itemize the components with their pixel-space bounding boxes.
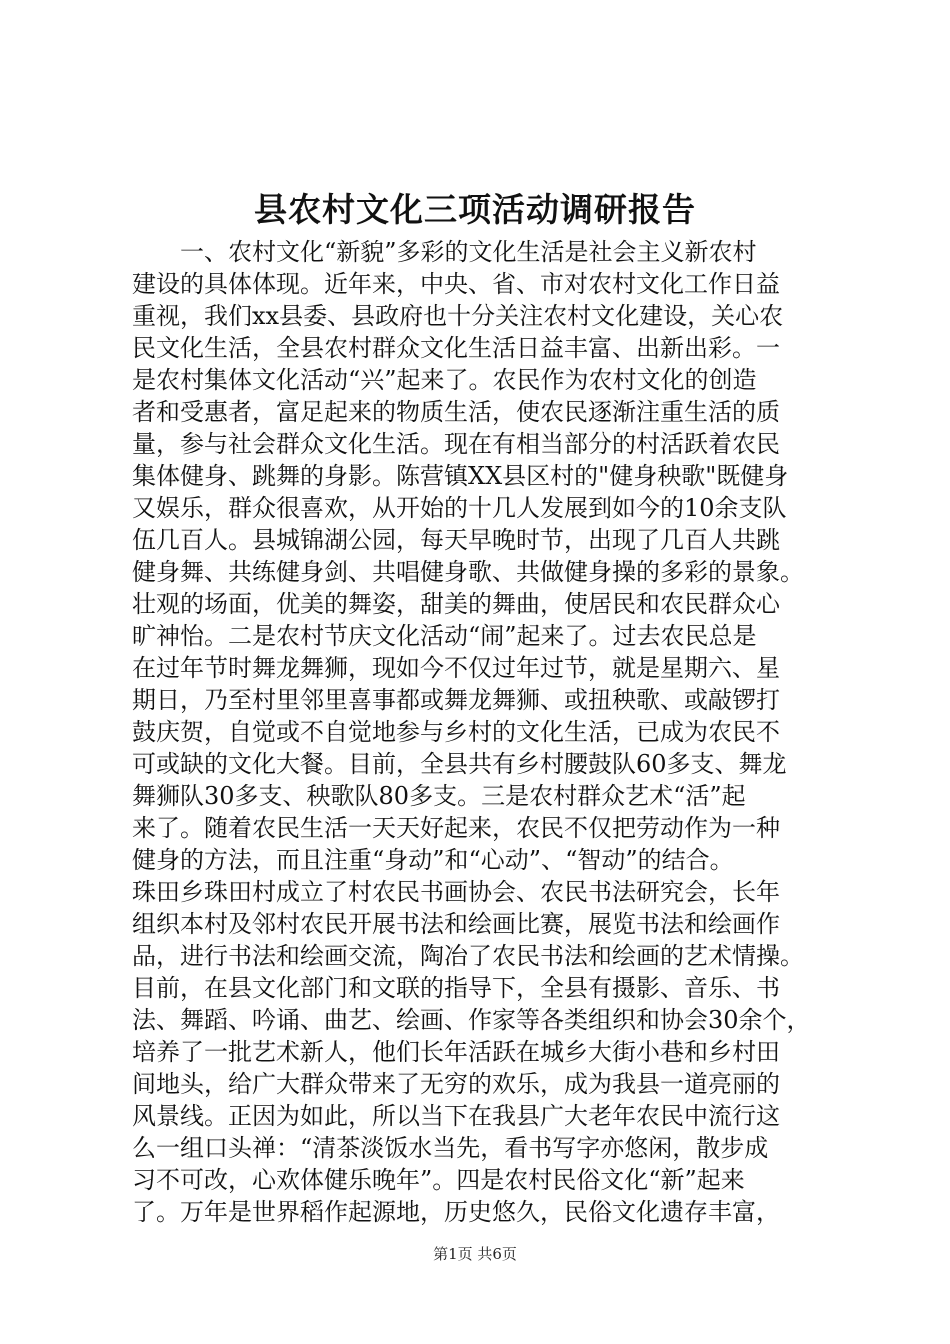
text-line: 风景线。正因为如此，所以当下在我县广大老年农民中流行这 (132, 1102, 780, 1130)
text-line: 品，进行书法和绘画交流，陶冶了农民书法和绘画的艺术情操。 (132, 942, 804, 970)
text-line: 鼓庆贺，自觉或不自觉地参与乡村的文化生活，已成为农民不 (132, 718, 780, 746)
text-line: 健身的方法，而且注重“身动”和“心动”、“智动”的结合。 (132, 846, 734, 874)
document-title: 县农村文化三项活动调研报告 (254, 190, 696, 229)
text-line: 习不可改，心欢体健乐晚年”。四是农村民俗文化“新”起来 (132, 1166, 745, 1194)
text-line: 量，参与社会群众文化生活。现在有相当部分的村活跃着农民 (132, 430, 780, 458)
text-line: 民文化生活，全县农村群众文化生活日益丰富、出新出彩。一 (132, 334, 780, 362)
text-line: 培养了一批艺术新人，他们长年活跃在城乡大街小巷和乡村田 (132, 1038, 780, 1066)
text-line: 间地头，给广大群众带来了无穷的欢乐，成为我县一道亮丽的 (132, 1070, 780, 1098)
text-line: 珠田乡珠田村成立了村农民书画协会、农民书法研究会，长年 (132, 878, 780, 906)
text-line: 健身舞、共练健身剑、共唱健身歌、共做健身操的多彩的景象。 (132, 558, 804, 586)
text-line: 伍几百人。县城锦湖公园，每天早晚时节，出现了几百人共跳 (132, 526, 780, 554)
text-line: 旷神怡。二是农村节庆文化活动“闹”起来了。过去农民总是 (132, 622, 757, 650)
text-line: 来了。随着农民生活一天天好起来，农民不仅把劳动作为一种 (132, 814, 780, 842)
text-line: 了。万年是世界稻作起源地，历史悠久，民俗文化遗存丰富， (132, 1198, 780, 1226)
text-line: 又娱乐，群众很喜欢，从开始的十几人发展到如今的10余支队 (132, 494, 787, 522)
text-line: 么一组口头禅：“清茶淡饭水当先，看书写字亦悠闲，散步成 (132, 1134, 769, 1162)
text-line: 者和受惠者，富足起来的物质生活，使农民逐渐注重生活的质 (132, 398, 780, 426)
text-line: 期日，乃至村里邻里喜事都或舞龙舞狮、或扭秧歌、或敲锣打 (132, 686, 780, 714)
text-line: 建设的具体体现。近年来，中央、省、市对农村文化工作日益 (132, 270, 780, 298)
text-line: 一、农村文化“新貌”多彩的文化生活是社会主义新农村 (132, 238, 757, 266)
text-line: 法、舞蹈、吟诵、曲艺、绘画、作家等各类组织和协会30余个， (132, 1006, 811, 1034)
page-number-footer: 第1页 共6页 (433, 1245, 517, 1263)
text-line: 集体健身、跳舞的身影。陈营镇XX县区村的"健身秧歌"既健身 (132, 462, 789, 490)
text-line: 可或缺的文化大餐。目前，全县共有乡村腰鼓队60多支、舞龙 (132, 750, 787, 778)
text-line: 重视，我们xx县委、县政府也十分关注农村文化建设，关心农 (132, 302, 784, 330)
text-line: 舞狮队30多支、秧歌队80多支。三是农村群众艺术“活”起 (132, 782, 746, 810)
text-line: 是农村集体文化活动“兴”起来了。农民作为农村文化的创造 (132, 366, 757, 394)
text-line: 在过年节时舞龙舞狮，现如今不仅过年过节，就是星期六、星 (132, 654, 780, 682)
text-line: 目前，在县文化部门和文联的指导下，全县有摄影、音乐、书 (132, 974, 780, 1002)
body-paragraph (132, 236, 836, 1228)
text-line: 壮观的场面，优美的舞姿，甜美的舞曲，使居民和农民群众心 (132, 590, 780, 618)
text-line: 组织本村及邻村农民开展书法和绘画比赛，展览书法和绘画作 (132, 910, 780, 938)
